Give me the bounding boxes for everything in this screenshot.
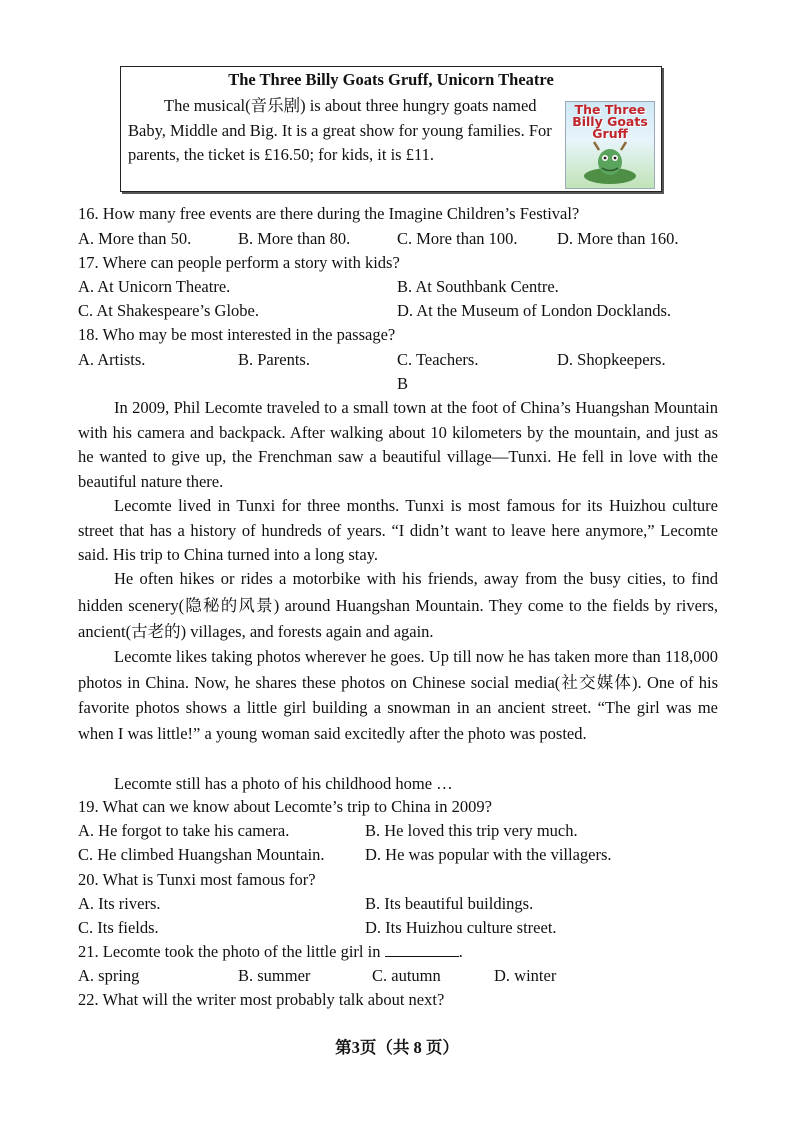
q18-option-d: D. Shopkeepers.	[557, 350, 666, 369]
q16-option-a: A. More than 50.	[78, 229, 192, 248]
q17-option-a: A. At Unicorn Theatre.	[78, 277, 231, 296]
q21-option-c: C. autumn	[372, 966, 441, 985]
q21-stem: 21. Lecomte took the photo of the little girl in	[78, 942, 381, 961]
q19-option-c: C. He climbed Huangshan Mountain.	[78, 845, 325, 864]
q21-option-d: D. winter	[494, 966, 557, 985]
q20-option-b: B. Its beautiful buildings.	[365, 894, 534, 913]
question-20: 20. What is Tunxi most famous for?	[78, 870, 316, 889]
q17-option-c: C. At Shakespeare’s Globe.	[78, 301, 260, 320]
question-18: 18. Who may be most interested in the passage?	[78, 325, 396, 344]
passage-paragraph-3: He often hikes or rides a motorbike with his friends, away from the busy cities, to find hidden scenery(隐秘的风景) around Huangshan Mountain. They come to the fields by rivers, ancient(古老的) villages, and forests again and again.	[78, 569, 718, 641]
q18-option-a: A. Artists.	[78, 350, 146, 369]
goat-troll-illustration	[566, 102, 654, 188]
page-footer: 第3页（共 8 页）	[335, 1038, 459, 1057]
passage-paragraph-4: Lecomte likes taking photos wherever he goes. Up till now he has taken more than 118,000 photos in China. Now, he shares these photos on Chinese social media(社交媒体). One of his favorite photos shows a little girl building a snowman in an ancient street. “The girl was me when I was little!” a young woman said excitedly after the photo was posted.	[78, 647, 718, 743]
q19-option-a: A. He forgot to take his camera.	[78, 821, 290, 840]
q16-option-b: B. More than 80.	[238, 229, 351, 248]
q20-option-c: C. Its fields.	[78, 918, 159, 937]
q19-option-d: D. He was popular with the villagers.	[365, 845, 612, 864]
poster-image	[565, 101, 655, 189]
question-16: 16. How many free events are there during the Imagine Children’s Festival?	[78, 204, 580, 223]
q18-option-b: B. Parents.	[238, 350, 310, 369]
q20-option-d: D. Its Huizhou culture street.	[365, 918, 557, 937]
q17-option-d: D. At the Museum of London Docklands.	[397, 301, 672, 320]
q20-option-a: A. Its rivers.	[78, 894, 161, 913]
question-21	[78, 941, 463, 963]
answer-blank	[385, 941, 459, 957]
passage-paragraph-2: Lecomte lived in Tunxi for three months. Tunxi is most famous for its Huizhou culture street that has a history of hundreds of years. “I didn’t want to leave here anymore,” Lecomte said. His trip to China turned into a long stay.	[78, 496, 718, 564]
section-b-label: B	[397, 374, 409, 393]
ad-box	[120, 66, 662, 192]
q16-option-d: D. More than 160.	[557, 229, 679, 248]
q17-option-b: B. At Southbank Centre.	[397, 277, 559, 296]
q21-stem-end: .	[458, 942, 463, 961]
question-22: 22. What will the writer most probably talk about next?	[78, 990, 445, 1009]
q19-option-b: B. He loved this trip very much.	[365, 821, 578, 840]
q18-option-c: C. Teachers.	[397, 350, 479, 369]
passage-paragraph-5: Lecomte still has a photo of his childhood home …	[114, 774, 453, 793]
question-17: 17. Where can people perform a story with kids?	[78, 253, 400, 272]
q16-option-c: C. More than 100.	[397, 229, 518, 248]
q21-option-b: B. summer	[238, 966, 311, 985]
passage-paragraph-1: In 2009, Phil Lecomte traveled to a small town at the foot of China’s Huangshan Mountain with his camera and backpack. After walking about 10 kilometers by the mountain, and just as he wanted to give up, the Frenchman saw a beautiful village—Tunxi. He fell in love with the beautiful nature there.	[78, 398, 718, 491]
question-19: 19. What can we know about Lecomte’s trip to China in 2009?	[78, 797, 492, 816]
ad-body: The musical(音乐剧) is about three hungry goats named Baby, Middle and Big. It is a great show for young families. For parents, the ticket is £16.50; for kids, it is £11.	[128, 96, 552, 164]
ad-title: The Three Billy Goats Gruff, Unicorn Theatre	[228, 70, 554, 89]
q21-option-a: A. spring	[78, 966, 140, 985]
poster-text: The Three Billy Goats Gruff	[572, 102, 648, 141]
